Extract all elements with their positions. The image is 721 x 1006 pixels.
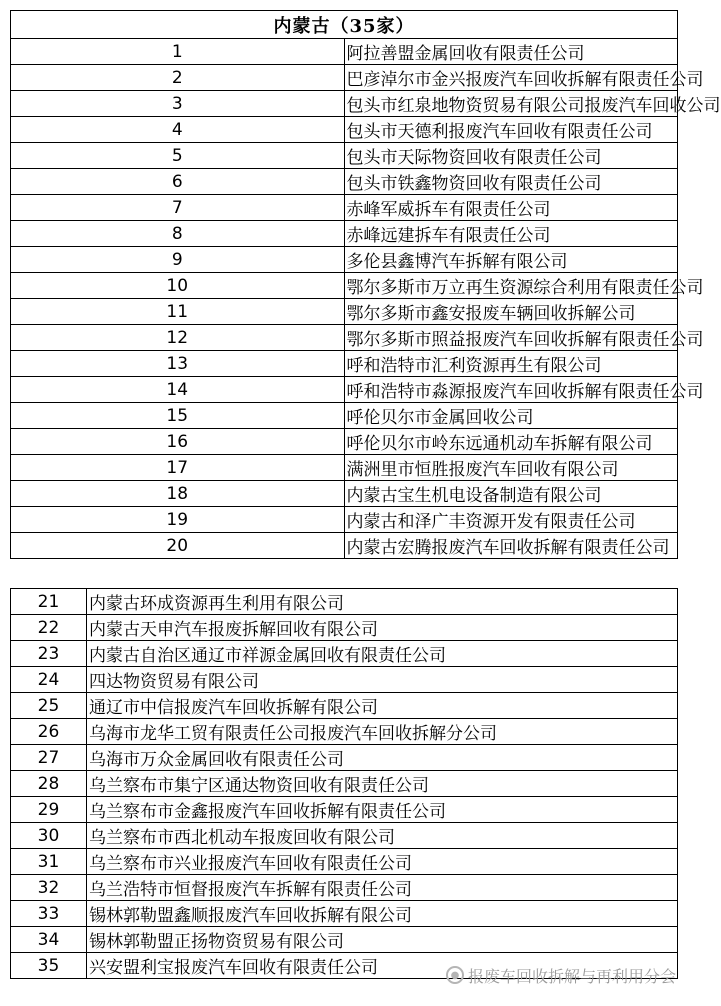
table-row xyxy=(11,273,678,299)
watermark xyxy=(446,962,676,988)
table-row xyxy=(11,507,678,533)
row-number: 17 xyxy=(11,455,345,481)
table-row xyxy=(11,771,678,797)
company-name: 阿拉善盟金属回收有限责任公司 xyxy=(344,39,678,65)
row-number: 21 xyxy=(11,589,87,615)
table-row xyxy=(11,901,678,927)
table-row xyxy=(11,351,678,377)
wechat-icon: ● xyxy=(446,966,464,984)
table-row xyxy=(11,693,678,719)
row-number: 11 xyxy=(11,299,345,325)
row-number: 2 xyxy=(11,65,345,91)
table-row xyxy=(11,875,678,901)
table-row xyxy=(11,429,678,455)
company-name: 巴彦淖尔市金兴报废汽车回收拆解有限责任公司 xyxy=(344,65,678,91)
company-name: 乌兰察布市兴业报废汽车回收有限责任公司 xyxy=(87,849,678,875)
row-number: 16 xyxy=(11,429,345,455)
table-row xyxy=(11,247,678,273)
table-row xyxy=(11,221,678,247)
company-name: 鄂尔多斯市万立再生资源综合利用有限责任公司 xyxy=(344,273,678,299)
company-name: 锡林郭勒盟鑫顺报废汽车回收拆解有限公司 xyxy=(87,901,678,927)
company-name: 内蒙古宝生机电设备制造有限公司 xyxy=(344,481,678,507)
table-row xyxy=(11,797,678,823)
company-name: 乌海市万众金属回收有限责任公司 xyxy=(87,745,678,771)
row-number: 29 xyxy=(11,797,87,823)
row-number: 19 xyxy=(11,507,345,533)
company-name: 四达物资贸易有限公司 xyxy=(87,667,678,693)
row-number: 5 xyxy=(11,143,345,169)
row-number: 32 xyxy=(11,875,87,901)
table-row xyxy=(11,533,678,559)
table-row xyxy=(11,823,678,849)
row-number: 6 xyxy=(11,169,345,195)
table-row xyxy=(11,325,678,351)
company-name: 通辽市中信报废汽车回收拆解有限公司 xyxy=(87,693,678,719)
table-row xyxy=(11,169,678,195)
company-name: 内蒙古天申汽车报废拆解回收有限公司 xyxy=(87,615,678,641)
company-name: 兴安盟利宝报废汽车回收有限责任公司 xyxy=(87,953,678,979)
company-name: 呼伦贝尔市岭东远通机动车拆解有限公司 xyxy=(344,429,678,455)
watermark-text: 报废车回收拆解与再利用分会 xyxy=(467,966,676,986)
company-name: 鄂尔多斯市鑫安报废车辆回收拆解公司 xyxy=(344,299,678,325)
company-name: 呼伦贝尔市金属回收公司 xyxy=(344,403,678,429)
company-table-top xyxy=(10,10,721,559)
row-number: 34 xyxy=(11,927,87,953)
table-row xyxy=(11,65,678,91)
company-name: 内蒙古环成资源再生利用有限公司 xyxy=(87,589,678,615)
company-name: 乌兰浩特市恒督报废汽车拆解有限责任公司 xyxy=(87,875,678,901)
row-number: 9 xyxy=(11,247,345,273)
table-row xyxy=(11,455,678,481)
row-number: 35 xyxy=(11,953,87,979)
row-number: 15 xyxy=(11,403,345,429)
row-number: 20 xyxy=(11,533,345,559)
company-name: 包头市铁鑫物资回收有限责任公司 xyxy=(344,169,678,195)
table-row xyxy=(11,143,678,169)
company-name: 乌海市龙华工贸有限责任公司报废汽车回收拆解分公司 xyxy=(87,719,678,745)
company-name: 包头市天际物资回收有限责任公司 xyxy=(344,143,678,169)
company-table-bottom xyxy=(10,588,678,979)
row-number: 24 xyxy=(11,667,87,693)
row-number: 12 xyxy=(11,325,345,351)
company-name: 锡林郭勒盟正扬物资贸易有限公司 xyxy=(87,927,678,953)
table-row xyxy=(11,589,678,615)
company-name: 赤峰军威拆车有限责任公司 xyxy=(344,195,678,221)
row-number: 7 xyxy=(11,195,345,221)
company-name: 乌兰察布市西北机动车报废回收有限公司 xyxy=(87,823,678,849)
table-row xyxy=(11,481,678,507)
row-number: 26 xyxy=(11,719,87,745)
row-number: 28 xyxy=(11,771,87,797)
table-row xyxy=(11,745,678,771)
row-number: 25 xyxy=(11,693,87,719)
row-number: 10 xyxy=(11,273,345,299)
company-name: 乌兰察布市集宁区通达物资回收有限责任公司 xyxy=(87,771,678,797)
table-row xyxy=(11,117,678,143)
row-number: 27 xyxy=(11,745,87,771)
table-row xyxy=(11,377,678,403)
row-number: 18 xyxy=(11,481,345,507)
table-row xyxy=(11,641,678,667)
table-row xyxy=(11,849,678,875)
row-number: 33 xyxy=(11,901,87,927)
company-name: 赤峰远建拆车有限责任公司 xyxy=(344,221,678,247)
row-number: 14 xyxy=(11,377,345,403)
table-row xyxy=(11,667,678,693)
row-number: 31 xyxy=(11,849,87,875)
company-name: 鄂尔多斯市照益报废汽车回收拆解有限责任公司 xyxy=(344,325,678,351)
company-name: 呼和浩特市汇利资源再生有限公司 xyxy=(344,351,678,377)
company-name: 内蒙古自治区通辽市祥源金属回收有限责任公司 xyxy=(87,641,678,667)
row-number: 4 xyxy=(11,117,345,143)
row-number: 22 xyxy=(11,615,87,641)
row-number: 30 xyxy=(11,823,87,849)
table-row xyxy=(11,91,678,117)
row-number: 1 xyxy=(11,39,345,65)
row-number: 13 xyxy=(11,351,345,377)
table-row xyxy=(11,403,678,429)
table-title: 内蒙古（35家） xyxy=(11,11,678,39)
company-name: 包头市天德利报废汽车回收有限责任公司 xyxy=(344,117,678,143)
company-name: 呼和浩特市淼源报废汽车回收拆解有限责任公司 xyxy=(344,377,678,403)
company-name: 乌兰察布市金鑫报废汽车回收拆解有限责任公司 xyxy=(87,797,678,823)
table-body-bottom xyxy=(11,589,678,979)
table-row xyxy=(11,719,678,745)
company-name: 内蒙古和泽广丰资源开发有限责任公司 xyxy=(344,507,678,533)
table-row xyxy=(11,195,678,221)
table-row xyxy=(11,927,678,953)
company-name: 包头市红泉地物资贸易有限公司报废汽车回收公司 xyxy=(344,91,678,117)
table-body-top xyxy=(11,39,721,559)
row-number: 3 xyxy=(11,91,345,117)
table-row xyxy=(11,299,678,325)
row-number: 23 xyxy=(11,641,87,667)
company-name: 内蒙古宏腾报废汽车回收拆解有限责任公司 xyxy=(344,533,678,559)
table-row xyxy=(11,615,678,641)
table-row xyxy=(11,39,678,65)
row-number: 8 xyxy=(11,221,345,247)
table-title-row xyxy=(11,11,678,39)
company-name: 多伦县鑫博汽车拆解有限公司 xyxy=(344,247,678,273)
company-name: 满洲里市恒胜报废汽车回收有限公司 xyxy=(344,455,678,481)
